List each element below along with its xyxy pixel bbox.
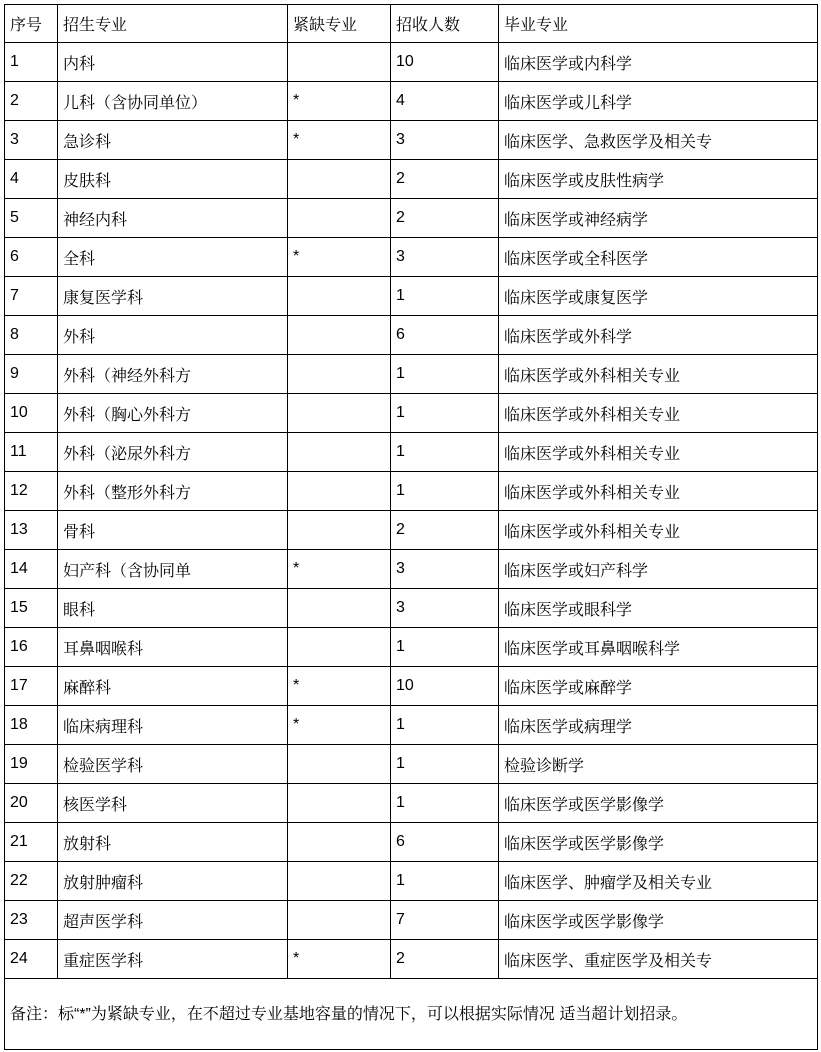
cell-index: 15 — [5, 589, 58, 628]
cell-count: 2 — [391, 160, 499, 199]
cell-graduate: 临床医学或病理学 — [499, 706, 818, 745]
cell-index: 4 — [5, 160, 58, 199]
cell-shortage: * — [288, 940, 391, 979]
cell-count: 3 — [391, 121, 499, 160]
cell-count: 1 — [391, 784, 499, 823]
cell-graduate: 检验诊断学 — [499, 745, 818, 784]
cell-graduate: 临床医学或全科医学 — [499, 238, 818, 277]
cell-index: 10 — [5, 394, 58, 433]
cell-major: 眼科 — [58, 589, 288, 628]
cell-shortage: * — [288, 121, 391, 160]
header-row — [5, 5, 818, 43]
cell-index: 16 — [5, 628, 58, 667]
cell-shortage — [288, 589, 391, 628]
cell-shortage — [288, 862, 391, 901]
cell-graduate: 临床医学或皮肤性病学 — [499, 160, 818, 199]
cell-major: 急诊科 — [58, 121, 288, 160]
cell-count: 1 — [391, 355, 499, 394]
cell-count: 4 — [391, 82, 499, 121]
cell-count: 1 — [391, 472, 499, 511]
cell-graduate: 临床医学或眼科学 — [499, 589, 818, 628]
cell-graduate: 临床医学或麻醉学 — [499, 667, 818, 706]
cell-major: 骨科 — [58, 511, 288, 550]
cell-index: 5 — [5, 199, 58, 238]
cell-graduate: 临床医学或神经病学 — [499, 199, 818, 238]
table-row — [5, 238, 818, 277]
cell-shortage — [288, 394, 391, 433]
cell-shortage — [288, 511, 391, 550]
table-row — [5, 433, 818, 472]
cell-major: 神经内科 — [58, 199, 288, 238]
cell-count: 1 — [391, 433, 499, 472]
cell-index: 7 — [5, 277, 58, 316]
table-row — [5, 394, 818, 433]
cell-shortage — [288, 355, 391, 394]
table-row — [5, 823, 818, 862]
table-row — [5, 550, 818, 589]
cell-major: 内科 — [58, 43, 288, 82]
cell-graduate: 临床医学或儿科学 — [499, 82, 818, 121]
table-row — [5, 745, 818, 784]
cell-index: 22 — [5, 862, 58, 901]
cell-index: 18 — [5, 706, 58, 745]
cell-major: 放射肿瘤科 — [58, 862, 288, 901]
cell-index: 11 — [5, 433, 58, 472]
cell-graduate: 临床医学或妇产科学 — [499, 550, 818, 589]
cell-count: 2 — [391, 511, 499, 550]
cell-shortage — [288, 316, 391, 355]
cell-shortage — [288, 823, 391, 862]
table-row — [5, 355, 818, 394]
cell-graduate: 临床医学或外科相关专业 — [499, 355, 818, 394]
cell-index: 20 — [5, 784, 58, 823]
recruitment-quota-table — [4, 4, 818, 1050]
cell-count: 10 — [391, 667, 499, 706]
table-row — [5, 43, 818, 82]
cell-shortage: * — [288, 667, 391, 706]
cell-shortage: * — [288, 238, 391, 277]
cell-graduate: 临床医学或外科相关专业 — [499, 433, 818, 472]
cell-graduate: 临床医学或外科相关专业 — [499, 394, 818, 433]
cell-shortage: * — [288, 82, 391, 121]
cell-index: 13 — [5, 511, 58, 550]
table-row — [5, 277, 818, 316]
cell-graduate: 临床医学或内科学 — [499, 43, 818, 82]
table-row — [5, 784, 818, 823]
table-row — [5, 901, 818, 940]
cell-major: 检验医学科 — [58, 745, 288, 784]
cell-shortage — [288, 433, 391, 472]
cell-index: 9 — [5, 355, 58, 394]
cell-shortage: * — [288, 550, 391, 589]
cell-major: 麻醉科 — [58, 667, 288, 706]
table-row — [5, 940, 818, 979]
cell-count: 7 — [391, 901, 499, 940]
table-row — [5, 667, 818, 706]
cell-index: 8 — [5, 316, 58, 355]
table-note: 备注：标“*”为紧缺专业，在不超过专业基地容量的情况下，可以根据实际情况 适当超计划招录。 — [5, 979, 818, 1050]
cell-major: 全科 — [58, 238, 288, 277]
table-row — [5, 316, 818, 355]
cell-count: 1 — [391, 862, 499, 901]
cell-count: 3 — [391, 550, 499, 589]
column-header-graduate: 毕业专业 — [499, 5, 818, 43]
column-header-major: 招生专业 — [58, 5, 288, 43]
table-row — [5, 862, 818, 901]
cell-major: 儿科（含协同单位） — [58, 82, 288, 121]
cell-shortage — [288, 628, 391, 667]
cell-major: 皮肤科 — [58, 160, 288, 199]
cell-count: 1 — [391, 628, 499, 667]
cell-count: 1 — [391, 706, 499, 745]
cell-major: 重症医学科 — [58, 940, 288, 979]
table-row — [5, 121, 818, 160]
cell-graduate: 临床医学或医学影像学 — [499, 784, 818, 823]
cell-graduate: 临床医学或外科相关专业 — [499, 511, 818, 550]
table-row — [5, 706, 818, 745]
table-row — [5, 199, 818, 238]
cell-count: 3 — [391, 238, 499, 277]
cell-count: 2 — [391, 940, 499, 979]
cell-index: 6 — [5, 238, 58, 277]
cell-index: 21 — [5, 823, 58, 862]
cell-major: 耳鼻咽喉科 — [58, 628, 288, 667]
cell-count: 1 — [391, 745, 499, 784]
cell-index: 14 — [5, 550, 58, 589]
cell-index: 3 — [5, 121, 58, 160]
cell-major: 放射科 — [58, 823, 288, 862]
cell-index: 12 — [5, 472, 58, 511]
cell-shortage — [288, 160, 391, 199]
cell-shortage — [288, 43, 391, 82]
cell-count: 3 — [391, 589, 499, 628]
column-header-index: 序号 — [5, 5, 58, 43]
cell-major: 临床病理科 — [58, 706, 288, 745]
cell-major: 外科 — [58, 316, 288, 355]
cell-shortage — [288, 277, 391, 316]
cell-major: 超声医学科 — [58, 901, 288, 940]
cell-major: 外科（泌尿外科方 — [58, 433, 288, 472]
cell-graduate: 临床医学或医学影像学 — [499, 901, 818, 940]
cell-index: 19 — [5, 745, 58, 784]
cell-major: 核医学科 — [58, 784, 288, 823]
table-row — [5, 472, 818, 511]
cell-index: 24 — [5, 940, 58, 979]
cell-graduate: 临床医学或外科学 — [499, 316, 818, 355]
cell-index: 23 — [5, 901, 58, 940]
cell-graduate: 临床医学、重症医学及相关专 — [499, 940, 818, 979]
cell-shortage — [288, 784, 391, 823]
table-row — [5, 160, 818, 199]
cell-shortage — [288, 199, 391, 238]
cell-count: 10 — [391, 43, 499, 82]
cell-count: 2 — [391, 199, 499, 238]
cell-major: 外科（胸心外科方 — [58, 394, 288, 433]
cell-shortage — [288, 472, 391, 511]
cell-major: 康复医学科 — [58, 277, 288, 316]
cell-major: 外科（整形外科方 — [58, 472, 288, 511]
cell-shortage: * — [288, 706, 391, 745]
table-row — [5, 628, 818, 667]
table-row — [5, 511, 818, 550]
cell-graduate: 临床医学或康复医学 — [499, 277, 818, 316]
cell-index: 17 — [5, 667, 58, 706]
cell-count: 1 — [391, 277, 499, 316]
cell-index: 1 — [5, 43, 58, 82]
cell-major: 外科（神经外科方 — [58, 355, 288, 394]
cell-graduate: 临床医学或外科相关专业 — [499, 472, 818, 511]
table-row — [5, 589, 818, 628]
cell-shortage — [288, 901, 391, 940]
cell-count: 1 — [391, 394, 499, 433]
cell-graduate: 临床医学或耳鼻咽喉科学 — [499, 628, 818, 667]
column-header-shortage: 紧缺专业 — [288, 5, 391, 43]
cell-count: 6 — [391, 823, 499, 862]
note-row — [5, 979, 818, 1050]
cell-index: 2 — [5, 82, 58, 121]
cell-graduate: 临床医学、肿瘤学及相关专业 — [499, 862, 818, 901]
cell-graduate: 临床医学、急救医学及相关专 — [499, 121, 818, 160]
cell-major: 妇产科（含协同单 — [58, 550, 288, 589]
column-header-count: 招收人数 — [391, 5, 499, 43]
table-row — [5, 82, 818, 121]
cell-graduate: 临床医学或医学影像学 — [499, 823, 818, 862]
cell-count: 6 — [391, 316, 499, 355]
cell-shortage — [288, 745, 391, 784]
